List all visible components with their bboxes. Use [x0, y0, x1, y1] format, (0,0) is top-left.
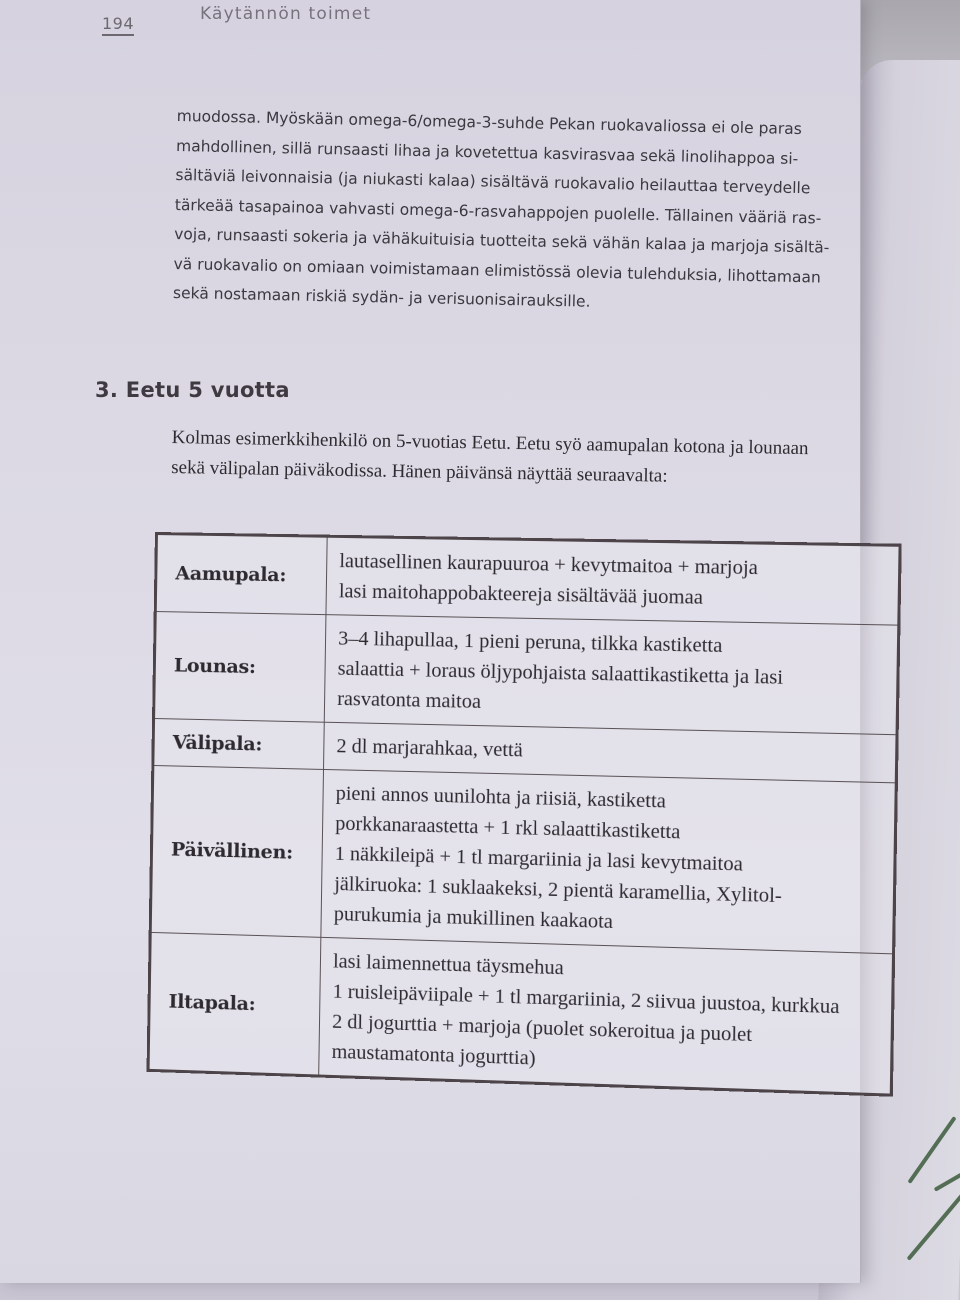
- meal-label-text: Päivällinen:: [170, 838, 294, 864]
- text-line: sekä nostamaan riskiä sydän- ja verisuonisairauksille.: [172, 283, 591, 311]
- table-row-aamupala: [155, 534, 900, 626]
- meal-item: porkkanaraastetta + 1 rkl salaattikastiketta: [335, 812, 681, 844]
- text-line: sältäviä leivonnaisia (ja niukasti kalaa) sisältävä ruokavalio heilauttaa terveydelle: [175, 165, 811, 198]
- running-head: Käytännön toimet: [200, 4, 372, 24]
- meal-item: rasvatonta maitoa: [337, 687, 482, 714]
- meal-items: [319, 937, 894, 1095]
- meal-label: [154, 612, 326, 723]
- meal-item: maustamatonta jogurttia): [331, 1040, 536, 1070]
- meal-label: [155, 534, 327, 615]
- meal-table: [147, 532, 902, 1097]
- meal-item: 3–4 lihapullaa, 1 pieni peruna, tilkka kastiketta: [338, 627, 723, 658]
- section-paragraph: [171, 423, 872, 495]
- meal-item: jälkiruoka: 1 suklaakeksi, 2 pientä karamellia, Xylitol-: [334, 872, 782, 908]
- meal-item: salaattia + loraus öljypohjaista salaattikastiketta ja lasi: [337, 657, 784, 689]
- meal-item: 2 dl jogurttia + marjoja (puolet sokeroitua ja puolet: [331, 1010, 753, 1047]
- meal-item: lasi laimennettua täysmehua: [332, 950, 564, 980]
- meal-label: [150, 765, 323, 937]
- text-line: vä ruokavalio on omiaan voimistamaan elimistössä olevia tulehduksia, lihottamaan: [173, 254, 822, 287]
- text-line: Kolmas esimerkkihenkilö on 5-vuotias Eetu. Eetu syö aamupalan kotona ja lounaan: [171, 426, 809, 460]
- meal-item: 2 dl marjarahkaa, vettä: [336, 735, 523, 762]
- meal-item: lasi maitohappobakteereja sisältävää juomaa: [338, 580, 704, 609]
- meal-item: pieni annos uunilohta ja riisiä, kastiketta: [335, 782, 667, 813]
- text-line: mahdollinen, sillä runsaasti lihaa ja kovetettua kasvirasvaa sekä linolihappoa si-: [175, 136, 799, 168]
- table-row-paivallinen: [150, 765, 896, 953]
- meal-label-text: Välipala:: [172, 731, 263, 756]
- meal-label-text: Iltapala:: [168, 990, 256, 1016]
- intro-paragraph: [173, 102, 867, 323]
- meal-item: 1 ruisleipäviipale + 1 tl margariinia, 2 siivua juustoa, kurkkua: [332, 980, 840, 1019]
- table-row-lounas: [154, 612, 899, 735]
- meal-item: purukumia ja mukillinen kaakaota: [333, 903, 614, 934]
- meal-label-text: Lounas:: [173, 654, 256, 679]
- text-line: sekä välipalan päiväkodissa. Hänen päivänsä näyttää seuraavalta:: [171, 456, 668, 487]
- meal-item: lautasellinen kaurapuuroa + kevytmaitoa + marjoja: [339, 549, 759, 580]
- text-line: tärkeää tasapainoa vahvasti omega-6-rasvahappojen puolelle. Tällainen vääriä ras-: [174, 195, 822, 228]
- meal-label: [153, 718, 324, 769]
- meal-items: [324, 615, 899, 735]
- section-heading: 3. Eetu 5 vuotta: [95, 378, 290, 402]
- meal-items: [321, 769, 896, 953]
- table-row-iltapala: [148, 932, 894, 1095]
- meal-item: 1 näkkileipä + 1 tl margariinia ja lasi kevytmaitoa: [334, 842, 744, 876]
- meal-label: [148, 932, 321, 1076]
- meal-items: [326, 536, 900, 625]
- text-line: muodossa. Myöskään omega-6/omega-3-suhde Pekan ruokavaliossa ei ole paras: [176, 106, 803, 139]
- text-line: voja, runsaasti sokeria ja vähäkuituisia tuotteita sekä vähän kalaa ja marjoja sisältä-: [174, 224, 830, 257]
- meal-label-text: Aamupala:: [175, 562, 287, 587]
- page-number: 194: [102, 14, 134, 36]
